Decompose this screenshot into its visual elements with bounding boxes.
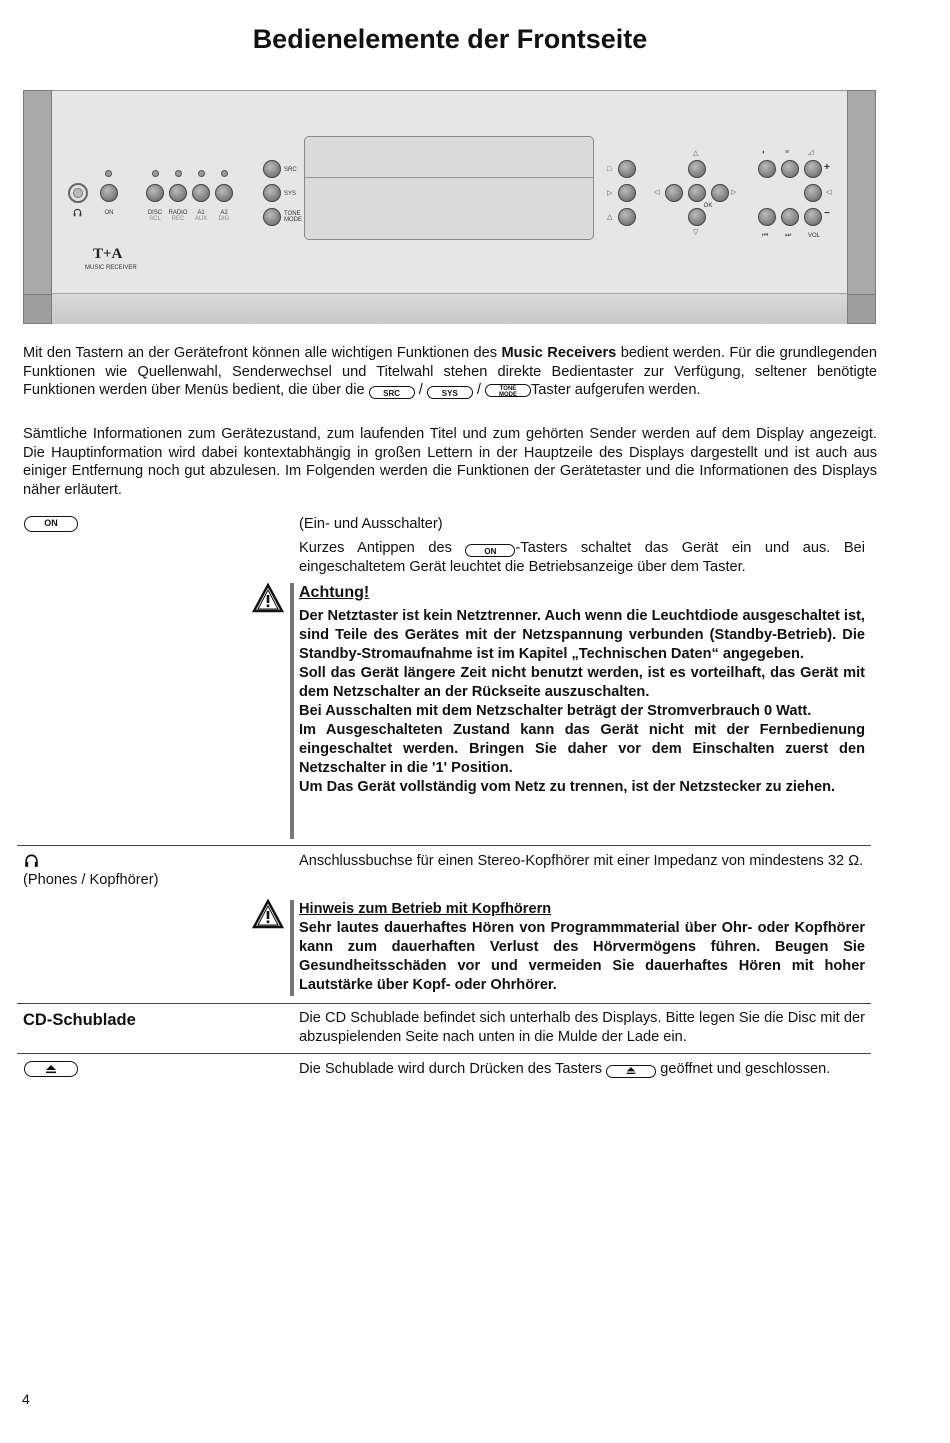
on-label: ON [104,210,114,216]
eject-button[interactable] [618,208,636,226]
page-number: 4 [22,1391,30,1407]
headphones-icon [24,853,39,868]
front-panel-illustration [23,90,876,324]
disc-led [152,170,159,177]
volume-icon: ◿ [808,149,814,156]
radio-button[interactable] [169,184,187,202]
sys-button[interactable] [263,184,281,202]
section-divider [17,845,871,846]
minus-label: − [824,208,830,219]
play-pause-icon: ▷ [607,190,613,197]
skip-back-icon: ⏮ [762,232,769,239]
eject-icon: △ [607,214,613,221]
headphone-warning-box [290,900,865,996]
warning-icon [252,899,284,929]
right-button[interactable] [711,184,729,202]
sys-label: SYS [284,191,297,197]
a1-button[interactable] [192,184,210,202]
eject-description: Die Schublade wird durch Drücken des Tasters geöffnet und geschlossen. [299,1061,831,1077]
mode-label: MODE [284,217,302,223]
headphone-warning-heading: Hinweis zum Betrieb mit Kopfhörern [299,901,552,917]
power-warning-box [290,583,865,839]
headphone-warning-text: Sehr lautes dauerhaftes Hören von Programmmaterial über Ohr- oder Kopfhörer kann zum dauerhaften Verlust des Hörvermögens führen. Beugen Sie Gesundheitsschäden vor und vermeiden Sie dauerhaftes Hören mit hoher Lautstärke über Kopf- oder Ohrhörer. [299,920,865,993]
warning-line: Bei Ausschalten mit dem Netzschalter beträgt der Stromverbrauch 0 Watt. [299,703,812,719]
stop-button[interactable] [618,160,636,178]
power-menu-icon: ◐ [762,149,767,156]
cd-drawer-heading: CD-Schublade [23,1011,136,1029]
left-button[interactable] [665,184,683,202]
play-pause-button[interactable] [618,184,636,202]
ok-label: OK [703,203,713,209]
on-button[interactable] [100,184,118,202]
skip-forward-icon: ⏭ [785,232,792,239]
warning-line: Im Ausgeschalteten Zustand kann das Gerät nicht mit der Fernbedienung eingeschaltet werden. Bringen Sie daher vor dem Einschalten zuerst den Netzschalter in die '1' Position. [299,722,865,776]
warning-icon [252,583,284,613]
disc-sub-label: SCL [149,216,161,222]
tone-mode-button[interactable] [263,208,281,226]
on-caption: (Ein- und Ausschalter) [299,516,443,532]
eject-icon [625,1066,637,1075]
disc-label: DISC [147,210,163,216]
plus-label: + [824,162,830,173]
skip-back-button[interactable] [758,208,776,226]
src-button[interactable] [263,160,281,178]
a1-label: A1 [197,210,205,216]
radio-sub-label: REC [171,216,185,222]
right-arrow-icon: ▷ [731,189,737,196]
warning-line: Der Netztaster ist kein Netztrenner. Auch wenn die Leuchtdiode ausgeschaltet ist, sind Teile des Gerätes mit der Netzspannung verbunden (Standby-Betrieb). Die Standby-Stromaufnahme ist im Kapitel „Technischen Daten“ angegeben. [299,608,865,662]
tone-label: TONE [284,211,301,217]
a2-button[interactable] [215,184,233,202]
down-button[interactable] [688,208,706,226]
warning-line: Um Das Gerät vollständig vom Netz zu trennen, ist der Netzstecker zu ziehen. [299,779,836,795]
on-key-inline: ON [465,544,515,557]
a1-led [198,170,205,177]
phones-description: Anschlussbuchse für einen Stereo-Kopfhörer mit einer Impedanz von mindestens 32 Ω. [299,853,864,869]
src-label: SRC [284,167,297,173]
skip-forward-button[interactable] [781,208,799,226]
disc-button[interactable] [146,184,164,202]
a2-label: A2 [220,210,228,216]
eject-icon [44,1064,58,1074]
sys-key-inline: SYS [427,386,473,399]
on-description: Kurzes Antippen des ON -Tasters schaltet das Gerät ein und aus. Bei eingeschaltetem Gerät leuchtet die Betriebsanzeige über dem Taster. [299,540,866,575]
volume-down-button[interactable] [804,208,822,226]
up-arrow-icon: △ [693,150,699,157]
ok-button[interactable] [688,184,706,202]
src-key-inline: SRC [369,386,415,399]
a2-sub-label: DIG [218,216,230,222]
on-led [105,170,112,177]
headphone-jack [68,183,88,203]
phones-label: (Phones / Kopfhörer) [23,872,159,888]
intro-paragraph-1: Mit den Tastern an der Gerätefront können alle wichtigen Funktionen des Music Receivers bedient werden. Für die grundlegenden Funktionen wie Quellenwahl, Senderwechsel und Titelwahl stehen direkte Bedientaster zur Verfügung, seltener benötigte Funktionen werden über Menüs bedient, die über die SRC / SYS / TONE MODE Taster aufgerufen werden. [23,345,877,399]
warning-heading: Achtung! [299,584,370,601]
brand-logo: T+A [93,246,123,262]
vol-label: VOL [808,233,821,239]
a1-sub-label: AUX [194,216,208,222]
headphones-icon [73,208,82,217]
page-title: Bedienelemente der Frontseite [252,24,648,54]
function-button-2[interactable] [781,160,799,178]
radio-led [175,170,182,177]
intro-paragraph-2: Sämtliche Informationen zum Gerätezustand, zum laufenden Titel und zum gehörten Sender werden auf dem Display angezeigt. Die Hauptinformation wird dabei kontextabhängig in großen Lettern in der Hauptzeile des Displays dargestellt und ist auch aus einiger Entfernung noch gut abzulesen. Im Folgenden werden die Funktionen der Gerätetaster und die Informationen des Displays näher erläutert. [23,426,877,498]
eject-key-inline [606,1065,656,1078]
function-button-1[interactable] [758,160,776,178]
display-and-cd-drawer [304,136,594,240]
warning-line: Soll das Gerät längere Zeit nicht benutzt werden, ist es vorteilhaft, das Gerät mit dem Netzschalter an der Rückseite auszuschalten. [299,665,865,700]
a2-led [221,170,228,177]
radio-label: RADIO [168,210,188,216]
volume-up-button[interactable] [804,160,822,178]
brand-subtitle: MUSIC RECEIVER [85,265,137,271]
down-arrow-icon: ▽ [693,229,699,236]
stop-icon: □ [607,166,612,173]
mute-icon: ◁ [826,189,832,196]
section-divider [17,1003,871,1004]
eject-key-symbol [24,1061,78,1077]
up-button[interactable] [688,160,706,178]
left-arrow-icon: ◁ [654,189,660,196]
cd-drawer-description: Die CD Schublade befindet sich unterhalb des Displays. Bitte legen Sie die Disc mit der abzuspielenden Seite nach unten in die Mulde der Lade ein. [299,1010,865,1045]
tone-key-inline: TONE MODE [485,384,531,397]
menu-icon: ≡ [785,149,790,156]
section-divider [17,1053,871,1054]
mute-button[interactable] [804,184,822,202]
on-key-symbol: ON [24,516,78,532]
